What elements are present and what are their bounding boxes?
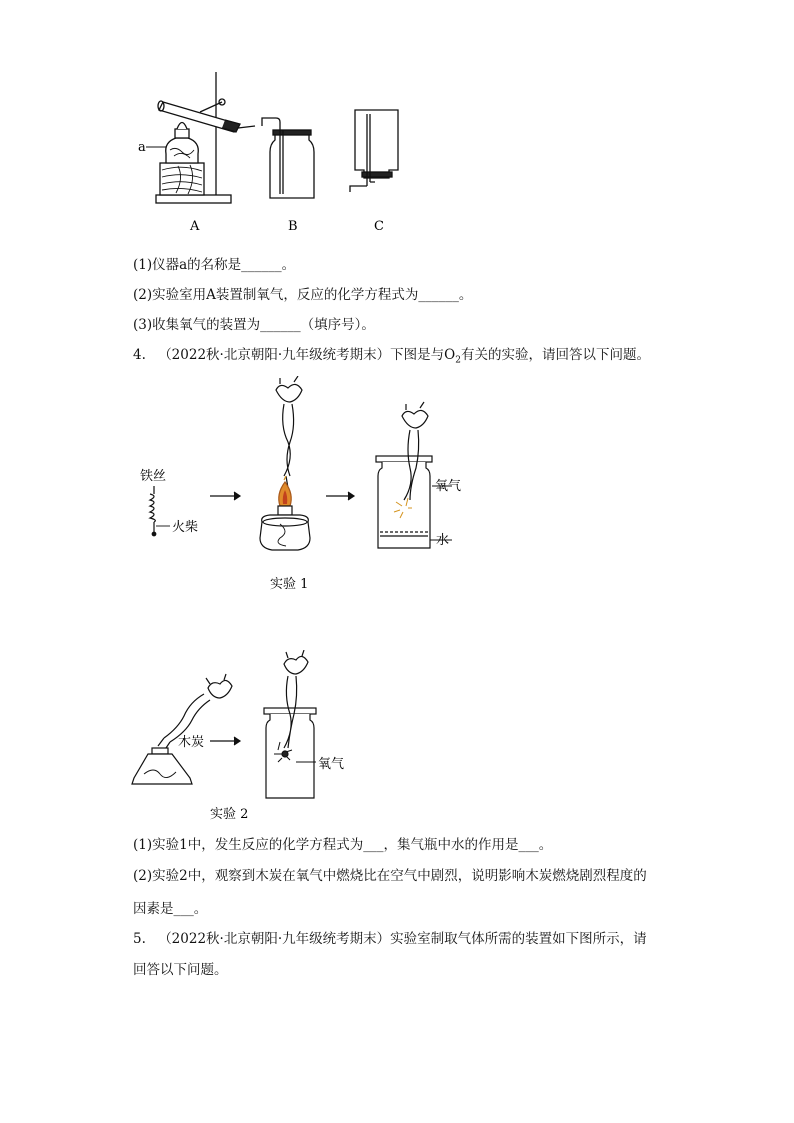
question-number: 4. (133, 347, 146, 363)
q4-stem: 4. （2022秋·北京朝阳·九年级统考期末）下图是与$O_2$有关的实验，请回答以下问题。 (133, 347, 650, 366)
question-number-5: 5. (133, 931, 146, 947)
iron-wire-label: 铁丝 (140, 469, 167, 484)
question-source-5: （2022秋·北京朝阳·九年级统考期末） (158, 931, 391, 947)
wood-block (160, 163, 204, 195)
iron-wire-coil (150, 486, 170, 536)
q5-stem-line2: 回答以下问题。 (133, 962, 228, 978)
caption-b: B (288, 219, 298, 234)
instrument-a-label: a (138, 140, 146, 155)
crucible-tongs-1 (276, 376, 302, 488)
bottle-b (262, 118, 314, 198)
experiment-1-caption: 实验 1 (270, 577, 309, 592)
q4-part1: (1)实验1中，发生反应的化学方程式为___，集气瓶中水的作用是___。 (133, 837, 553, 853)
q4-part2-line2: 因素是___。 (133, 901, 208, 917)
gas-jar-2 (264, 708, 316, 798)
test-tube (158, 101, 255, 132)
oxygen-label: 氧气 (435, 479, 462, 494)
bottle-c (350, 110, 398, 192)
charcoal-label: 木炭 (178, 735, 205, 750)
arrow-3 (210, 737, 240, 745)
experiment-1-figure (130, 376, 470, 596)
question-source: （2022秋·北京朝阳·九年级统考期末） (158, 347, 391, 363)
experiment-2-figure (130, 650, 370, 830)
q3-part3: (3)收集氧气的装置为______（填序号）。 (133, 317, 375, 333)
q5-stem-line1: 5. （2022秋·北京朝阳·九年级统考期末）实验室制取气体所需的装置如下图所示，请 (133, 931, 647, 947)
caption-a: A (190, 219, 200, 234)
alcohol-lamp-2 (260, 506, 310, 550)
water-label: 水 (436, 533, 450, 548)
stand-base (156, 195, 231, 203)
arrow-2 (326, 492, 354, 500)
q3-part1: (1)仪器a的名称是______。 (133, 257, 296, 273)
oxygen-label-2: 氧气 (318, 757, 345, 772)
alcohol-lamp-3 (132, 748, 192, 784)
apparatus-figure (130, 66, 420, 242)
q3-part2: (2)实验室用A装置制氧气，反应的化学方程式为______。 (133, 287, 473, 303)
experiment-2-caption: 实验 2 (210, 807, 249, 822)
match-label: 火柴 (172, 520, 199, 535)
arrow-1 (210, 492, 240, 500)
caption-c: C (374, 219, 384, 234)
q4-part2-line1: (2)实验2中，观察到木炭在氧气中燃烧比在空气中剧烈，说明影响木炭燃烧剧烈程度的 (133, 868, 647, 884)
